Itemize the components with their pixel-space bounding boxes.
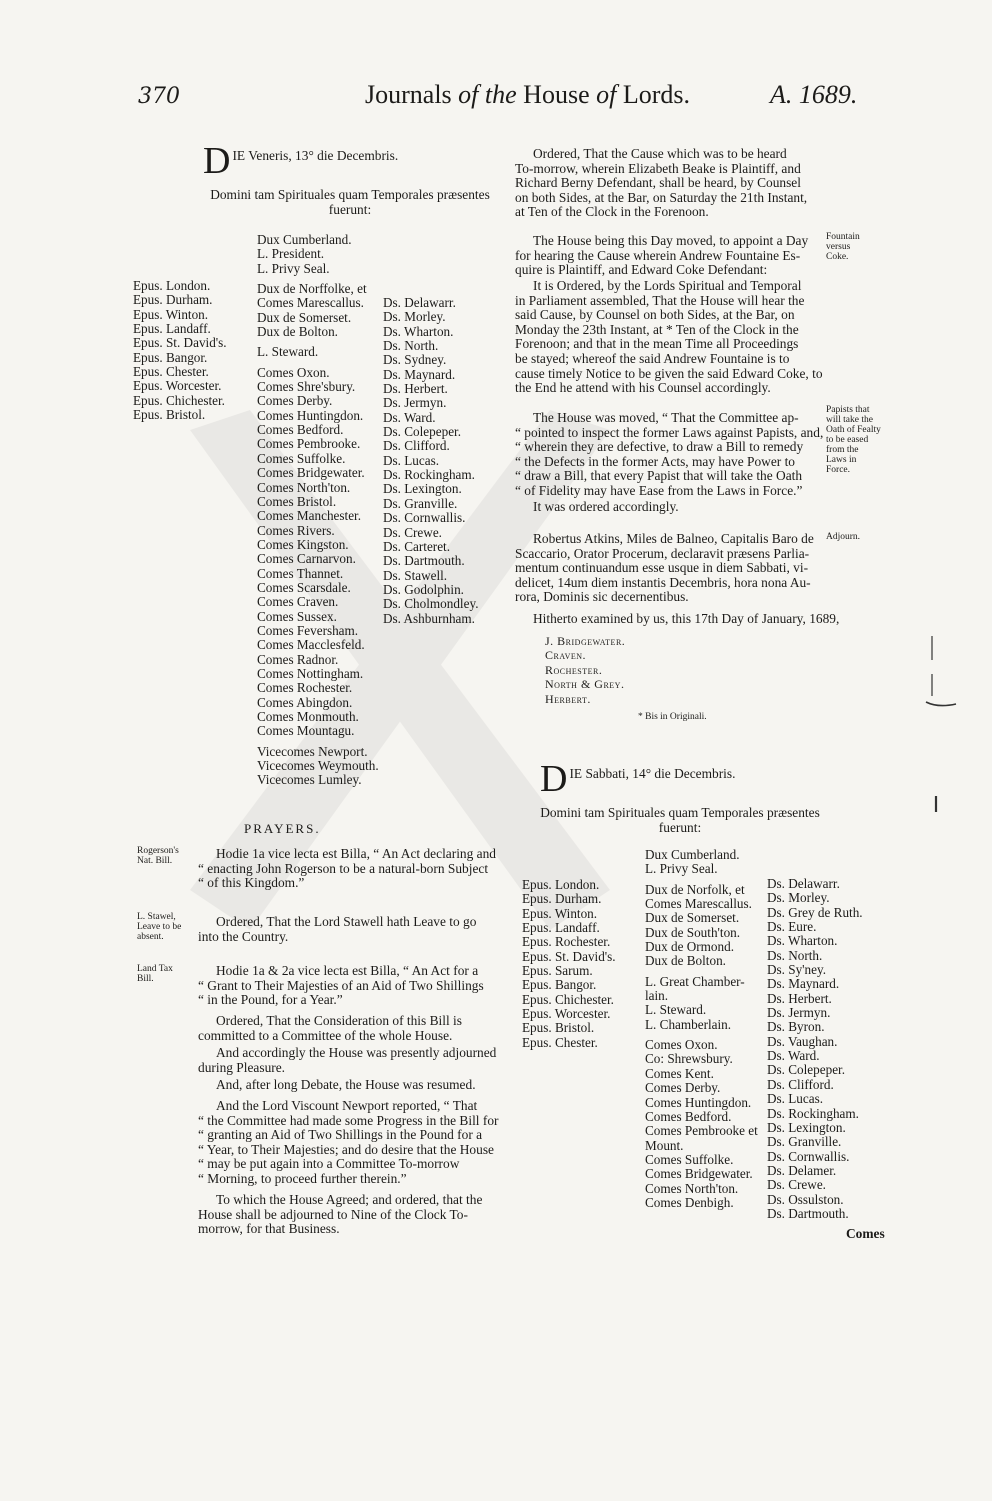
peer-name: Comes Kent. bbox=[645, 1065, 714, 1081]
bishop-name: Epus. Landaff. bbox=[522, 920, 600, 936]
margin-line: absent. bbox=[137, 932, 164, 942]
peer-name: Comes Denbigh. bbox=[645, 1194, 734, 1210]
text-line: “ the Defects in the former Acts, may have Power to bbox=[515, 453, 795, 469]
baron-name: Ds. Jermyn. bbox=[383, 395, 447, 411]
baron-name: Ds. Clifford. bbox=[383, 438, 450, 454]
ordered-accordingly: It was ordered accordingly. bbox=[533, 499, 679, 514]
peer-name: Comes Abingdon. bbox=[257, 694, 353, 710]
baron-name: Ds. Lexington. bbox=[767, 1119, 846, 1135]
peer-name: Comes Oxon. bbox=[645, 1037, 718, 1053]
margin-line: to be eased bbox=[826, 435, 869, 445]
peer-name: Comes Kingston. bbox=[257, 536, 349, 552]
margin-line: Bill. bbox=[137, 974, 154, 984]
text-line: Robertus Atkins, Miles de Balneo, Capitalis Baro de bbox=[533, 531, 814, 546]
baron-name: Ds. Maynard. bbox=[767, 976, 840, 992]
peer-name: Dux de Norfolk, et bbox=[645, 881, 745, 897]
page-header bbox=[0, 78, 992, 118]
text-line: mentum continuandum esse usque in diem Sabbati, vi- bbox=[515, 560, 809, 576]
baron-name: Ds. Delamer. bbox=[767, 1162, 837, 1178]
baron-name: Ds. Morley. bbox=[383, 309, 446, 325]
baron-name: Ds. Granville. bbox=[383, 495, 458, 511]
baron-name: Ds. Morley. bbox=[767, 890, 830, 906]
beake-cause-paragraph bbox=[515, 147, 827, 220]
peer-name: Comes Bedford. bbox=[257, 422, 344, 438]
baron-name: Ds. Grey de Ruth. bbox=[767, 904, 863, 920]
margin-line: Oath of Fealty bbox=[826, 425, 881, 435]
text-line: House shall be adjourned to Nine of the Clock To- bbox=[198, 1206, 468, 1222]
margin-note-papists bbox=[826, 405, 881, 475]
bishop-name: Epus. Worcester. bbox=[133, 378, 222, 394]
signature: North & Grey. bbox=[545, 677, 625, 692]
text-line: rora, Dominis sic decernentibus. bbox=[515, 589, 689, 605]
peer-name: Comes Manchester. bbox=[257, 508, 362, 524]
baron-name: Ds. Lexington. bbox=[383, 481, 462, 497]
examined-line: Hitherto examined by us, this 17th Day of January, 1689, bbox=[533, 611, 840, 626]
text-line: cause timely Notice to be given the said Edward Coke, to bbox=[515, 365, 823, 381]
baron-name: Ds. Eure. bbox=[767, 919, 817, 935]
margin-line: Fountain bbox=[826, 232, 860, 242]
baron-name: Ds. Dartmouth. bbox=[767, 1205, 849, 1221]
bishop-name: Epus. St. David's. bbox=[133, 335, 227, 351]
margin-line: Rogerson's bbox=[137, 846, 179, 856]
baron-name: Ds. North. bbox=[383, 338, 439, 354]
peer-name: L. Steward. bbox=[257, 344, 319, 360]
barons-list-left bbox=[383, 296, 479, 626]
bishop-name: Epus. Bangor. bbox=[133, 349, 208, 365]
bishop-name: Epus. London. bbox=[522, 877, 600, 892]
peer-name: Comes Monmouth. bbox=[257, 709, 359, 724]
peer-name: Comes Carnarvon. bbox=[257, 551, 356, 567]
bishop-name: Epus. Sarum. bbox=[522, 963, 593, 979]
baron-name: Ds. Lucas. bbox=[383, 452, 440, 468]
margin-line: Laws in bbox=[826, 455, 857, 465]
bishop-name: Epus. Winton. bbox=[522, 905, 598, 921]
baron-name: Ds. Ward. bbox=[767, 1048, 820, 1064]
signatures-block bbox=[545, 634, 625, 706]
margin-note-adjourn: Adjourn. bbox=[826, 532, 861, 542]
bishop-name: Epus. St. David's. bbox=[522, 948, 616, 964]
peer-name: Comes Macclesfeld. bbox=[257, 637, 365, 653]
bishop-name: Epus. Chester. bbox=[133, 364, 209, 380]
text-line: Richard Berny Defendant, shall be heard, by Counsel bbox=[515, 175, 801, 191]
text-line: “ Year, to Their Majesties; and do desire that the House bbox=[198, 1141, 494, 1157]
baron-name: Ds. Cornwallis. bbox=[767, 1148, 850, 1164]
peer-name: Comes Oxon. bbox=[257, 364, 330, 380]
catchword: Comes bbox=[846, 1226, 885, 1241]
text-line: Forenoon; and that in the mean Time all Proceedings bbox=[515, 336, 799, 352]
peers-list-right bbox=[645, 848, 758, 1210]
peer-name: Comes Bedford. bbox=[645, 1108, 732, 1124]
agreed-adjourn-paragraph bbox=[198, 1193, 510, 1237]
lords-order-paragraph bbox=[515, 279, 827, 396]
baron-name: Ds. Dartmouth. bbox=[383, 553, 465, 569]
margin-line: Leave to be bbox=[137, 922, 182, 932]
signature: Rochester. bbox=[545, 662, 603, 677]
margin-line: L. Stawel, bbox=[137, 912, 176, 922]
text-line: “ granting an Aid of Two Shillings in the Pound for a bbox=[198, 1127, 483, 1143]
text-line: into the Country. bbox=[198, 928, 289, 944]
bishop-name: Epus. Winton. bbox=[133, 306, 209, 322]
newport-report-paragraph bbox=[198, 1099, 510, 1187]
bishop-name: Epus. Landaff. bbox=[133, 321, 211, 337]
peer-name: Comes Marescallus. bbox=[645, 896, 752, 912]
peer-name: Vicecomes Newport. bbox=[257, 743, 368, 759]
peer-name: L. Chamberlain. bbox=[645, 1016, 732, 1032]
peer-name: Comes North'ton. bbox=[257, 479, 351, 495]
drop-cap: D bbox=[540, 758, 568, 800]
text-line: “ may be put again into a Committee To-morrow bbox=[198, 1156, 460, 1172]
baron-name: Ds. Rockingham. bbox=[383, 467, 475, 483]
baron-name: Ds. Maynard. bbox=[383, 366, 456, 382]
baron-name: Ds. Crewe. bbox=[383, 524, 442, 540]
text-line: And accordingly the House was presently adjourned bbox=[216, 1045, 497, 1060]
peer-name: Dux Cumberland. bbox=[645, 847, 740, 862]
peer-name: Comes Mountagu. bbox=[257, 723, 355, 739]
peer-name: Co: Shrewsbury. bbox=[645, 1051, 733, 1067]
baron-name: Ds. Jermyn. bbox=[767, 1005, 831, 1021]
text-line: said Cause, by Counsel on both Sides, at the Bar, on bbox=[515, 307, 795, 323]
text-line: To-morrow, wherein Elizabeth Beake is Plaintiff, and bbox=[515, 160, 801, 176]
day-heading-sabbati: D IE Sabbati, 14° die Decembris. bbox=[540, 758, 736, 800]
text-line: morrow, for that Business. bbox=[198, 1221, 340, 1237]
margin-line: from the bbox=[826, 445, 859, 455]
text-line: the End he attend with his Counsel accordingly. bbox=[515, 380, 771, 396]
baron-name: Ds. Colepeper. bbox=[767, 1062, 846, 1078]
peer-name: Comes Feversham. bbox=[257, 622, 359, 638]
peer-name: Comes Suffolke. bbox=[645, 1151, 734, 1167]
peer-name: Comes Derby. bbox=[645, 1080, 721, 1096]
peer-name: Comes Nottingham. bbox=[257, 665, 364, 681]
drop-cap: D bbox=[203, 140, 231, 182]
text-line: “ of this Kingdom.” bbox=[198, 875, 305, 891]
text-line: “ draw a Bill, that every Papist that will take the Oath bbox=[515, 468, 803, 484]
text-line: “ wherein they are defective, to draw a Bill to remedy bbox=[515, 439, 804, 455]
text-line: It is Ordered, by the Lords Spiritual and Temporal bbox=[533, 278, 802, 293]
domini-heading-left: Domini tam Spirituales quam Temporales præsentes fuerunt: bbox=[210, 187, 490, 217]
margin-line: Force. bbox=[826, 465, 851, 475]
signature: J. Bridgewater. bbox=[545, 634, 626, 648]
peer-name: Comes Sussex. bbox=[257, 608, 337, 624]
fountaine-motion-paragraph bbox=[515, 234, 827, 278]
peer-name: Comes Craven. bbox=[257, 594, 339, 610]
text-line: “ pointed to inspect the former Laws against Papists, and, bbox=[515, 424, 824, 440]
peer-name: Vicecomes Lumley. bbox=[257, 772, 362, 788]
peer-name: Dux de Somerset. bbox=[645, 910, 740, 926]
peer-name: Vicecomes Weymouth. bbox=[257, 758, 379, 774]
text-line: “ in the Pound, for a Year.” bbox=[198, 992, 343, 1008]
bishop-name: Epus. Worcester. bbox=[522, 1006, 611, 1022]
baron-name: Ds. Ward. bbox=[383, 409, 436, 425]
baron-name: Ds. Vaughan. bbox=[767, 1033, 838, 1049]
journal-title: Journals of the House of Lords. bbox=[365, 80, 691, 109]
bishops-list-left bbox=[133, 279, 227, 422]
text-line: Monday the 23th Instant, at * Ten of the Clock in the bbox=[515, 321, 799, 337]
peer-name: Comes Bristol. bbox=[257, 493, 337, 509]
text-line: Hodie 1a & 2a vice lecta est Billa, “ An Act for a bbox=[216, 963, 479, 978]
peer-name: Comes Suffolke. bbox=[257, 450, 346, 466]
signature: Herbert. bbox=[545, 691, 591, 706]
baron-name: Ds. Ossulston. bbox=[767, 1191, 844, 1207]
baron-name: Ds. Herbert. bbox=[383, 381, 448, 397]
bis-in-originali-note: * Bis in Originali. bbox=[638, 712, 707, 722]
text-line: “ Morning, to proceed further therein.” bbox=[198, 1170, 407, 1186]
text-line: Ordered, That the Consideration of this Bill is bbox=[216, 1013, 462, 1028]
peer-name: Comes Thannet. bbox=[257, 565, 344, 581]
peer-name: Dux de Somerset. bbox=[257, 309, 352, 325]
margin-line: will take the bbox=[826, 415, 873, 425]
bishops-list-right bbox=[522, 878, 616, 1050]
resumed-paragraph: And, after long Debate, the House was resumed. bbox=[216, 1077, 476, 1092]
baron-name: Ds. Rockingham. bbox=[767, 1105, 859, 1121]
peer-name: Dux Cumberland. bbox=[257, 232, 352, 247]
bishop-name: Epus. Durham. bbox=[522, 891, 602, 907]
text-line: on both Sides, at the Bar, on Saturday the 21th Instant, bbox=[515, 189, 808, 205]
text-line: for hearing the Cause wherein Andrew Fountaine Es- bbox=[515, 247, 801, 263]
baron-name: Ds. Wharton. bbox=[767, 933, 838, 949]
peer-name: Comes Huntingdon. bbox=[645, 1094, 752, 1110]
peer-name: lain. bbox=[645, 988, 669, 1004]
text-line: “ enacting John Rogerson to be a natural-born Subject bbox=[198, 860, 489, 876]
bishop-name: Epus. Durham. bbox=[133, 292, 213, 308]
peer-name: Mount. bbox=[645, 1137, 684, 1153]
committee-order-paragraph bbox=[198, 1014, 510, 1043]
baron-name: Ds. Granville. bbox=[767, 1134, 842, 1150]
stawell-leave-paragraph bbox=[198, 915, 510, 944]
peer-name: Dux de Ormond. bbox=[645, 939, 735, 955]
baron-name: Ds. Ashburnham. bbox=[383, 610, 475, 626]
baron-name: Ds. Cornwallis. bbox=[383, 510, 466, 526]
baron-name: Ds. Sydney. bbox=[383, 352, 447, 368]
text-line: Scaccario, Orator Procerum, declaravit præsens Parlia- bbox=[515, 545, 810, 561]
peer-name: Comes Scarsdale. bbox=[257, 579, 351, 595]
margin-note-landtax bbox=[137, 964, 173, 984]
margin-line: Coke. bbox=[826, 252, 849, 262]
baron-name: Ds. Cholmondley. bbox=[383, 596, 479, 612]
text-line: “ of Fidelity may have Ease from the Laws in Force.” bbox=[515, 482, 803, 498]
bishop-name: Epus. Bristol. bbox=[522, 1020, 595, 1036]
baron-name: Ds. Delawarr. bbox=[383, 295, 456, 310]
peer-name: Comes Radnor. bbox=[257, 651, 339, 667]
peer-name: Dux de Norffolke, et bbox=[257, 281, 367, 297]
page-number: 370 bbox=[138, 84, 180, 109]
margin-line: Land Tax bbox=[137, 964, 173, 974]
barons-list-right bbox=[767, 877, 863, 1221]
text-line: in Parliament assembled, That the House will hear the bbox=[515, 292, 805, 308]
baron-name: Ds. Lucas. bbox=[767, 1091, 824, 1107]
adjourned-paragraph bbox=[198, 1046, 510, 1075]
baron-name: Ds. Byron. bbox=[767, 1019, 825, 1035]
bishop-name: Epus. Chichester. bbox=[133, 392, 225, 408]
bishop-name: Epus. London. bbox=[133, 278, 211, 293]
bishop-name: Epus. Chester. bbox=[522, 1034, 598, 1050]
margin-line: versus bbox=[826, 242, 851, 252]
peer-name: Comes Pembrooke et bbox=[645, 1123, 758, 1139]
text-line: at Ten of the Clock in the Forenoon. bbox=[515, 204, 709, 220]
text-line: The House was moved, “ That the Committee ap- bbox=[533, 410, 799, 425]
peer-name: Comes Derby. bbox=[257, 393, 333, 409]
peer-name: L. President. bbox=[257, 246, 325, 262]
text-line: delicet, 14um diem instantis Decembris, hora nona Au- bbox=[515, 574, 811, 590]
peer-name: Comes Bridgewater. bbox=[257, 465, 365, 481]
text-line: To which the House Agreed; and ordered, that the bbox=[216, 1192, 483, 1207]
baron-name: Ds. Carteret. bbox=[383, 538, 451, 554]
baron-name: Ds. Sy'ney. bbox=[767, 962, 827, 978]
text-line: committed to a Committee of the whole House. bbox=[198, 1027, 453, 1043]
atkins-prorogation-paragraph bbox=[515, 532, 827, 605]
peer-name: Dux de Bolton. bbox=[257, 324, 338, 340]
peer-name: L. Great Chamber- bbox=[645, 973, 745, 989]
baron-name: Ds. North. bbox=[767, 947, 823, 963]
baron-name: Ds. Delawarr. bbox=[767, 876, 840, 891]
baron-name: Ds. Herbert. bbox=[767, 990, 832, 1006]
journal-year: A. 1689. bbox=[770, 80, 858, 109]
bishop-name: Epus. Bangor. bbox=[522, 977, 597, 993]
text-line: during Pleasure. bbox=[198, 1059, 286, 1075]
day-heading-veneris: D IE Veneris, 13° die Decembris. bbox=[203, 140, 399, 182]
peers-list-left bbox=[257, 233, 379, 788]
text-line: Ordered, That the Cause which was to be heard bbox=[533, 146, 787, 161]
baron-name: Ds. Colepeper. bbox=[383, 424, 462, 440]
peer-name: L. Steward. bbox=[645, 1002, 707, 1018]
text-line: quire is Plaintiff, and Edward Coke Defendant: bbox=[515, 262, 768, 278]
peer-name: Comes Marescallus. bbox=[257, 295, 364, 311]
baron-name: Ds. Clifford. bbox=[767, 1076, 834, 1092]
text-line: Hodie 1a vice lecta est Billa, “ An Act declaring and bbox=[216, 846, 496, 861]
peer-name: Dux de South'ton. bbox=[645, 924, 741, 940]
baron-name: Ds. Stawell. bbox=[383, 567, 448, 583]
margin-note-stawel bbox=[137, 912, 181, 942]
land-tax-bill-paragraph bbox=[198, 964, 510, 1008]
peer-name: Comes Huntingdon. bbox=[257, 407, 364, 423]
margin-line: Nat. Bill. bbox=[137, 856, 173, 866]
peer-name: L. Privy Seal. bbox=[645, 861, 718, 877]
peer-name: L. Privy Seal. bbox=[257, 260, 330, 276]
bishop-name: Epus. Rochester. bbox=[522, 934, 611, 950]
peer-name: Comes Rivers. bbox=[257, 522, 335, 538]
text-line: The House being this Day moved, to appoint a Day bbox=[533, 233, 809, 248]
bishop-name: Epus. Chichester. bbox=[522, 991, 614, 1007]
baron-name: Ds. Wharton. bbox=[383, 323, 454, 339]
margin-note-rogerson bbox=[137, 846, 179, 866]
rogerson-bill-paragraph bbox=[198, 847, 510, 891]
text-line: And the Lord Viscount Newport reported, “ That bbox=[216, 1098, 478, 1113]
peer-name: Comes Rochester. bbox=[257, 680, 353, 696]
margin-pen-marks bbox=[920, 630, 960, 820]
peer-name: Comes Pembrooke. bbox=[257, 436, 361, 452]
domini-heading-right: Domini tam Spirituales quam Temporales præsentes fuerunt: bbox=[540, 805, 820, 835]
baron-name: Ds. Godolphin. bbox=[383, 581, 464, 597]
margin-line: Papists that bbox=[826, 405, 870, 415]
prayers-heading: PRAYERS. bbox=[244, 821, 321, 836]
peer-name: Comes Shre'sbury. bbox=[257, 379, 356, 395]
peer-name: Comes Bridgewater. bbox=[645, 1166, 753, 1182]
baron-name: Ds. Crewe. bbox=[767, 1177, 826, 1193]
text-line: “ the Committee had made some Progress in the Bill for bbox=[198, 1112, 499, 1128]
bishop-name: Epus. Bristol. bbox=[133, 407, 206, 423]
text-line: be stayed; whereof the said Andrew Fountaine is to bbox=[515, 350, 790, 366]
peer-name: Comes North'ton. bbox=[645, 1180, 739, 1196]
text-line: Ordered, That the Lord Stawell hath Leave to go bbox=[216, 914, 477, 929]
signature: Craven. bbox=[545, 648, 587, 663]
text-line: “ Grant to Their Majesties of an Aid of Two Shillings bbox=[198, 977, 484, 993]
margin-note-fountain bbox=[826, 232, 860, 262]
peer-name: Dux de Bolton. bbox=[645, 953, 726, 969]
papists-motion-paragraph bbox=[515, 411, 827, 499]
